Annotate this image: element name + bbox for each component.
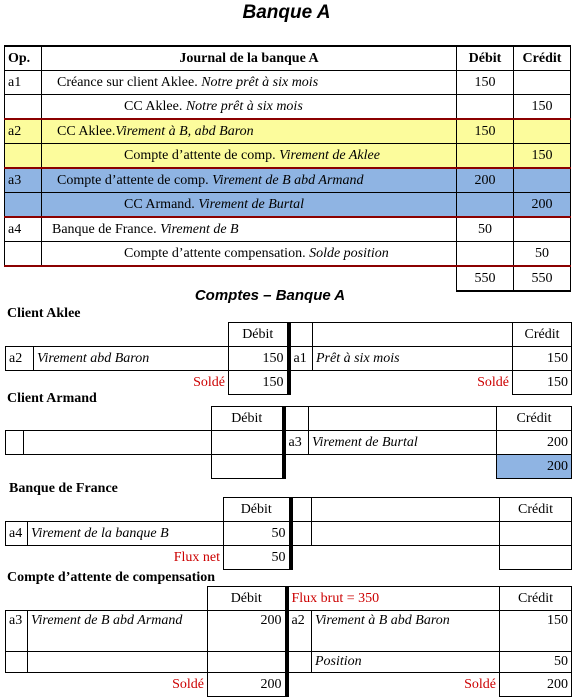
row-debit <box>457 95 514 120</box>
row-desc <box>42 71 457 95</box>
row-desc <box>42 119 457 144</box>
entry-amount: 150 <box>500 610 572 651</box>
solde-label: Soldé <box>193 375 225 391</box>
empty-cell <box>28 651 208 672</box>
client-armand-title: Client Armand <box>7 391 97 406</box>
row-credit <box>514 168 571 193</box>
empty-cell <box>28 498 224 522</box>
entry-amount: 150 <box>513 347 572 371</box>
row-credit <box>514 217 571 242</box>
comptes-title: Comptes – Banque A <box>194 287 346 304</box>
header-op: Op. <box>5 46 42 71</box>
client-aklee-account <box>5 322 572 395</box>
empty-cell <box>291 546 312 570</box>
credit-header: Crédit <box>513 323 572 347</box>
empty-cell <box>6 651 28 672</box>
debit-header: Débit <box>212 407 284 431</box>
row-desc <box>42 193 457 218</box>
entry-amount: 200 <box>497 431 572 455</box>
row-credit: 50 <box>514 242 571 267</box>
empty-cell <box>289 323 313 347</box>
solde-label: Soldé <box>172 676 204 692</box>
empty-cell <box>287 672 312 696</box>
row-note: Notre prêt à six mois <box>201 75 319 90</box>
row-desc <box>42 242 457 267</box>
row-text: Compte d’attente de comp. <box>124 148 276 163</box>
journal-row <box>5 144 571 169</box>
page-title: Banque A <box>242 2 331 23</box>
entry-amount: 150 <box>229 347 289 371</box>
empty-cell <box>28 587 208 611</box>
row-op <box>5 242 42 267</box>
empty-cell <box>287 651 312 672</box>
row-credit: 150 <box>514 144 571 169</box>
total-debit: 550 <box>457 266 514 291</box>
empty-cell <box>291 522 312 546</box>
credit-header: Crédit <box>500 587 572 611</box>
entry-text-value: Virement de B abd Armand <box>31 612 183 628</box>
row-text: CC Aklee. <box>57 124 116 139</box>
empty-cell <box>6 323 34 347</box>
solde-value: 150 <box>229 371 289 395</box>
empty-cell <box>212 455 284 479</box>
credit-header: Crédit <box>500 498 572 522</box>
empty-cell <box>208 651 287 672</box>
row-desc <box>42 217 457 242</box>
journal-header-row <box>5 46 571 71</box>
flux-brut-label: Flux brut = 350 <box>287 587 500 611</box>
journal-table <box>4 45 571 292</box>
client-aklee-title: Client Aklee <box>7 306 81 321</box>
row-text: Compte d’attente compensation. <box>124 246 306 261</box>
empty-cell <box>6 455 24 479</box>
row-note: Virement de Burtal <box>198 197 305 212</box>
journal-row <box>5 168 571 193</box>
credit-header: Crédit <box>497 407 572 431</box>
empty-cell <box>500 546 572 570</box>
row-op <box>5 95 42 120</box>
journal-row <box>5 193 571 218</box>
entry-op: a4 <box>6 522 28 546</box>
row-note: Virement à B, abd Baron <box>115 124 254 139</box>
empty-cell <box>309 407 497 431</box>
entry-text: Virement de Burtal <box>309 431 497 455</box>
header-credit: Crédit <box>514 46 571 71</box>
row-op: a4 <box>5 217 42 242</box>
row-debit: 150 <box>457 119 514 144</box>
entry-amount: 50 <box>224 522 291 546</box>
row-note: Virement de B abd Armand <box>212 173 364 188</box>
row-note: Virement de B <box>160 222 239 237</box>
header-debit: Débit <box>457 46 514 71</box>
client-armand-account <box>5 406 572 479</box>
empty-cell <box>500 522 572 546</box>
position-label: Position <box>312 651 500 672</box>
empty-cell <box>289 371 313 395</box>
flux-net-value: 50 <box>224 546 291 570</box>
row-note: Virement de Aklee <box>279 148 380 163</box>
row-credit <box>514 71 571 95</box>
position-value: 50 <box>500 651 572 672</box>
flux-net-label: Flux net <box>173 550 220 566</box>
empty-cell <box>312 498 500 522</box>
solde-value: 200 <box>500 672 572 696</box>
row-note: Notre prêt à six mois <box>185 99 303 114</box>
debit-header: Débit <box>208 587 287 611</box>
row-text: CC Armand. <box>124 197 195 212</box>
row-debit <box>457 193 514 218</box>
row-op: a3 <box>5 168 42 193</box>
row-debit: 150 <box>457 71 514 95</box>
row-desc <box>42 144 457 169</box>
empty-cell <box>312 522 500 546</box>
entry-op: a2 <box>6 347 34 371</box>
empty-cell <box>6 587 28 611</box>
banque-france-title: Banque de France <box>9 481 118 496</box>
empty-cell <box>6 672 28 696</box>
row-debit <box>457 144 514 169</box>
compte-attente-account <box>5 586 572 697</box>
row-op: a2 <box>5 119 42 144</box>
empty-cell <box>6 546 28 570</box>
row-credit <box>514 119 571 144</box>
debit-header: Débit <box>229 323 289 347</box>
empty-cell <box>212 431 284 455</box>
journal-row <box>5 119 571 144</box>
entry-text: Virement abd Baron <box>34 347 229 371</box>
compte-attente-title: Compte d’attente de compensation <box>7 570 216 585</box>
empty-cell <box>309 455 497 479</box>
solde-value: 200 <box>208 672 287 696</box>
row-text: CC Aklee. <box>124 99 183 114</box>
empty-cell <box>6 431 24 455</box>
solde-label: Soldé <box>477 375 509 391</box>
row-op <box>5 144 42 169</box>
empty-cell <box>284 407 309 431</box>
empty-cell <box>24 455 212 479</box>
entry-text: Virement à B abd Baron <box>312 610 500 651</box>
entry-op: a3 <box>6 610 28 651</box>
entry-op: a1 <box>289 347 313 371</box>
empty-cell <box>34 323 229 347</box>
row-desc <box>42 95 457 120</box>
header-desc: Journal de la banque A <box>42 46 457 71</box>
row-credit: 200 <box>514 193 571 218</box>
row-debit <box>457 242 514 267</box>
row-op <box>5 193 42 218</box>
journal-row <box>5 242 571 267</box>
empty-cell <box>6 407 24 431</box>
banque-france-account <box>5 497 572 570</box>
row-text: Banque de France. <box>52 222 157 237</box>
row-desc <box>42 168 457 193</box>
journal-row <box>5 95 571 120</box>
journal-row <box>5 217 571 242</box>
entry-op: a2 <box>287 610 312 651</box>
entry-text: Prêt à six mois <box>313 347 513 371</box>
row-credit: 150 <box>514 95 571 120</box>
empty-cell <box>312 546 500 570</box>
entry-amount: 200 <box>208 610 287 651</box>
empty-cell <box>284 455 309 479</box>
solde-label: Soldé <box>464 676 496 692</box>
empty-cell <box>24 407 212 431</box>
row-debit: 200 <box>457 168 514 193</box>
empty-cell <box>24 431 212 455</box>
empty-cell <box>6 498 28 522</box>
row-note: Solde position <box>309 246 389 261</box>
solde-value: 150 <box>513 371 572 395</box>
entry-text <box>28 610 208 651</box>
solde-value: 200 <box>497 455 572 479</box>
journal-row <box>5 71 571 95</box>
debit-header: Débit <box>224 498 291 522</box>
empty-cell <box>291 498 312 522</box>
entry-op: a3 <box>284 431 309 455</box>
entry-text: Virement de la banque B <box>28 522 224 546</box>
row-op: a1 <box>5 71 42 95</box>
row-debit: 50 <box>457 217 514 242</box>
empty-cell <box>313 323 513 347</box>
row-text: Créance sur client Aklee. <box>57 75 198 90</box>
row-text: Compte d’attente de comp. <box>57 173 209 188</box>
total-credit: 550 <box>514 266 571 291</box>
